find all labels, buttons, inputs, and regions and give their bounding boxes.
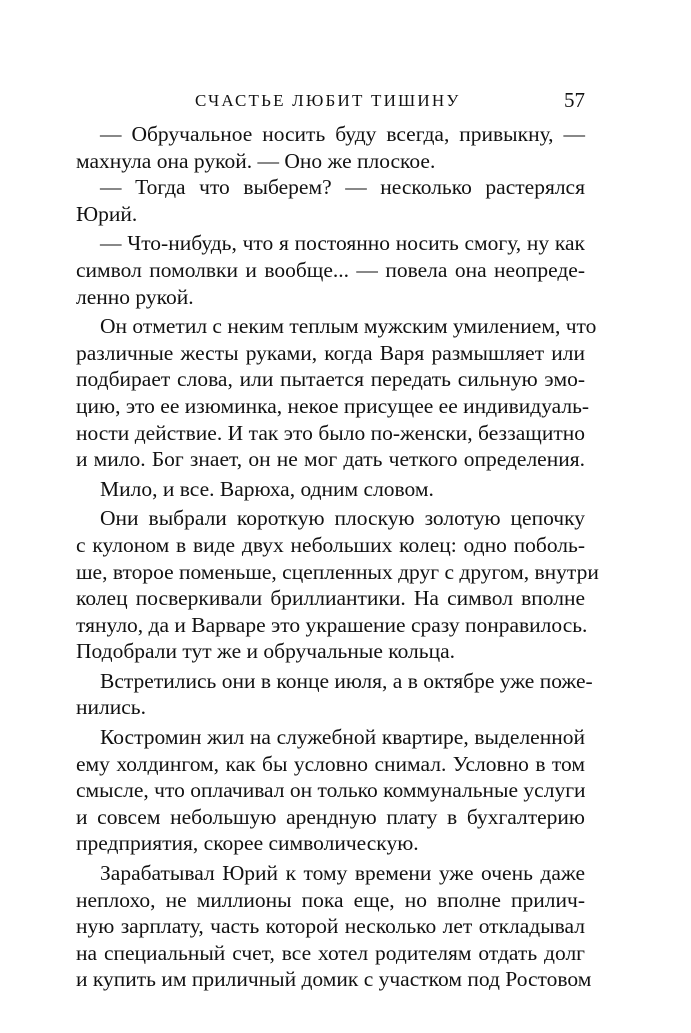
text-line: ности действие. И так это было по-женски, беззащитно [76,420,585,445]
running-title: СЧАСТЬЕ ЛЮБИТ ТИШИНУ [195,91,461,110]
text-line: с кулоном в виде двух небольших колец: одно поболь- [76,532,585,557]
text-line: и совсем небольшую арендную плату в бухгалтерию [76,804,585,829]
text-line: на специальный счет, все хотел родителям отдать долг [76,940,585,965]
text-line: ную зарплату, часть которой несколько лет откладывал [76,914,585,939]
text-line: нились. [76,695,146,720]
text-line: — Что-нибудь, что я постоянно носить смогу, ну как [100,231,585,256]
page-number: 57 [564,88,585,112]
text-line: предприятия, скорее символическую. [76,831,419,856]
text-line: — Тогда что выберем? — несколько растерялся [100,175,585,200]
text-line: и купить им приличный домик с участком под Ростовом [76,967,592,992]
text-line: Он отметил с неким теплым мужским умилением, что [100,314,597,339]
text-line: Зарабатывал Юрий к тому времени уже очень даже [100,861,585,886]
text-line: неплохо, не миллионы пока еще, но вполне прилич- [76,887,585,912]
text-line: подбирает слова, или пытается передать сильную эмо- [76,367,585,392]
text-line: смысле, что оплачивал он только коммунальные услуги [76,778,586,803]
text-line: и мило. Бог знает, он не мог дать четкого определения. [76,447,585,472]
text-line: различные жесты руками, когда Варя размышляет или [76,340,585,365]
text-line: Юрий. [76,201,138,226]
text-line: Встретились они в конце июля, а в октябре уже поже- [100,668,593,693]
text-line: Подобрали тут же и обручальные кольца. [76,639,456,664]
text-line: махнула она рукой. — Оно же плоское. [76,148,436,173]
text-line: символ помолвки и вообще... — повела она неопреде- [76,257,585,282]
body-text [76,121,599,993]
text-line: Они выбрали короткую плоскую золотую цепочку [100,506,585,531]
text-line: колец посверкивали бриллиантики. На символ вполне [76,586,585,611]
text-line: Мило, и все. Варюха, одним словом. [100,476,434,501]
text-line: Костромин жил на служебной квартире, выделенной [100,725,585,750]
text-line: ленно рукой. [76,284,194,309]
text-line: ше, второе поменьше, сцепленных друг с другом, внутри [76,559,599,584]
text-line: тянуло, да и Варваре это украшение сразу понравилось. [76,612,588,637]
text-line: ему холдингом, как бы условно снимал. Условно в том [76,751,585,776]
text-line: цию, это ее изюминка, некое присущее ее индивидуаль- [76,393,590,418]
text-line: — Обручальное носить буду всегда, привыкну, — [100,122,585,146]
